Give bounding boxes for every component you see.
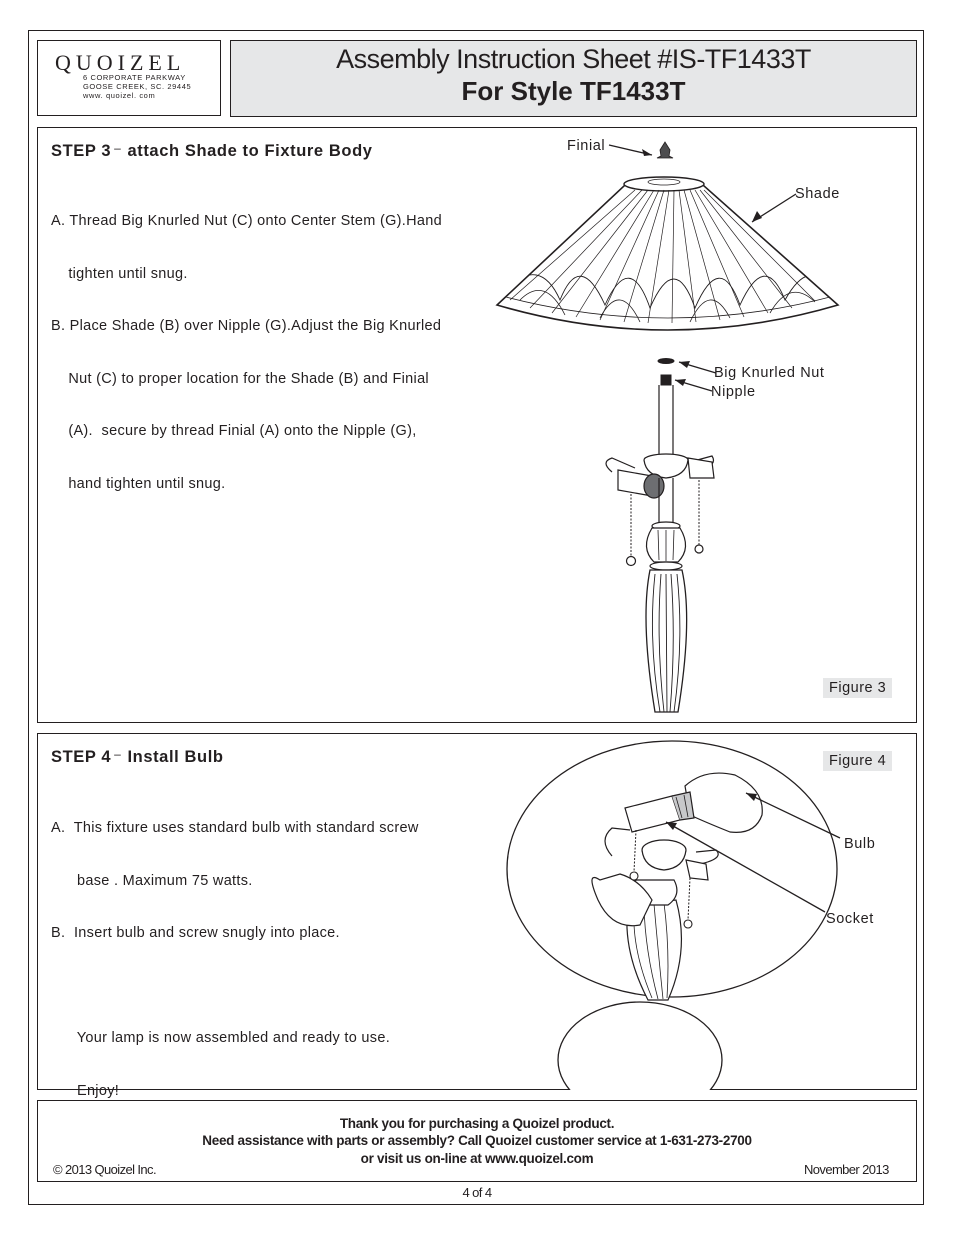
step3-line: (A). secure by thread Finial (A) onto the Nipple (G), xyxy=(51,423,417,439)
step4-dash: – xyxy=(114,747,122,761)
step3-line: Nut (C) to proper location for the Shade (B) and Finial xyxy=(51,370,429,387)
page-title: Assembly Instruction Sheet #IS-TF1433T xyxy=(336,44,811,74)
step4-line: Your lamp is now assembled and ready to use. xyxy=(51,1030,391,1046)
footer-assistance: Need assistance with parts or assembly? Call Quoizel customer service at 1-631-273-2700 xyxy=(202,1133,752,1148)
page-number: 4 of 4 xyxy=(462,1185,492,1200)
step4-number: STEP 4 xyxy=(51,748,112,766)
figure4-caption: Figure 4 xyxy=(823,751,892,771)
company-logo: QUOIZEL xyxy=(55,50,186,75)
step4-line: Enjoy! xyxy=(51,1082,120,1099)
step3-line: hand tighten until snug. xyxy=(51,475,226,492)
step4-line: B. Insert bulb and screw snugly into place. xyxy=(51,925,340,941)
nipple-label: Nipple xyxy=(711,384,756,400)
company-website: www. quoizel. com xyxy=(83,91,156,100)
footer-website: or visit us on-line at www.quoizel.com xyxy=(360,1151,594,1166)
copyright: © 2013 Quoizel Inc. xyxy=(53,1162,156,1177)
big-knurled-nut-label: Big Knurled Nut xyxy=(714,365,825,381)
shade-label: Shade xyxy=(795,186,840,202)
step4-line: base . Maximum 75 watts. xyxy=(51,872,253,889)
step4-line: A. This fixture uses standard bulb with standard screw xyxy=(51,820,419,836)
page-subtitle: For Style TF1433T xyxy=(461,76,686,106)
bulb-label: Bulb xyxy=(844,836,876,852)
step3-title: attach Shade to Fixture Body xyxy=(127,142,373,160)
step3-dash: – xyxy=(114,141,122,155)
step3-line: B. Place Shade (B) over Nipple (G).Adjust the Big Knurled xyxy=(51,318,442,334)
step3-number: STEP 3 xyxy=(51,142,112,160)
socket-label: Socket xyxy=(826,911,874,927)
company-address-line2: GOOSE CREEK, SC. 29445 xyxy=(83,82,192,91)
step3-line: A. Thread Big Knurled Nut (C) onto Center Stem (G).Hand xyxy=(51,213,442,229)
finial-label: Finial xyxy=(567,138,606,154)
figure3-caption: Figure 3 xyxy=(823,678,892,698)
footer-thanks: Thank you for purchasing a Quoizel product. xyxy=(339,1116,615,1131)
publish-date: November 2013 xyxy=(804,1162,889,1177)
step4-title: Install Bulb xyxy=(127,748,224,766)
company-address-line1: 6 CORPORATE PARKWAY xyxy=(83,73,186,82)
step3-line: tighten until snug. xyxy=(51,265,188,282)
